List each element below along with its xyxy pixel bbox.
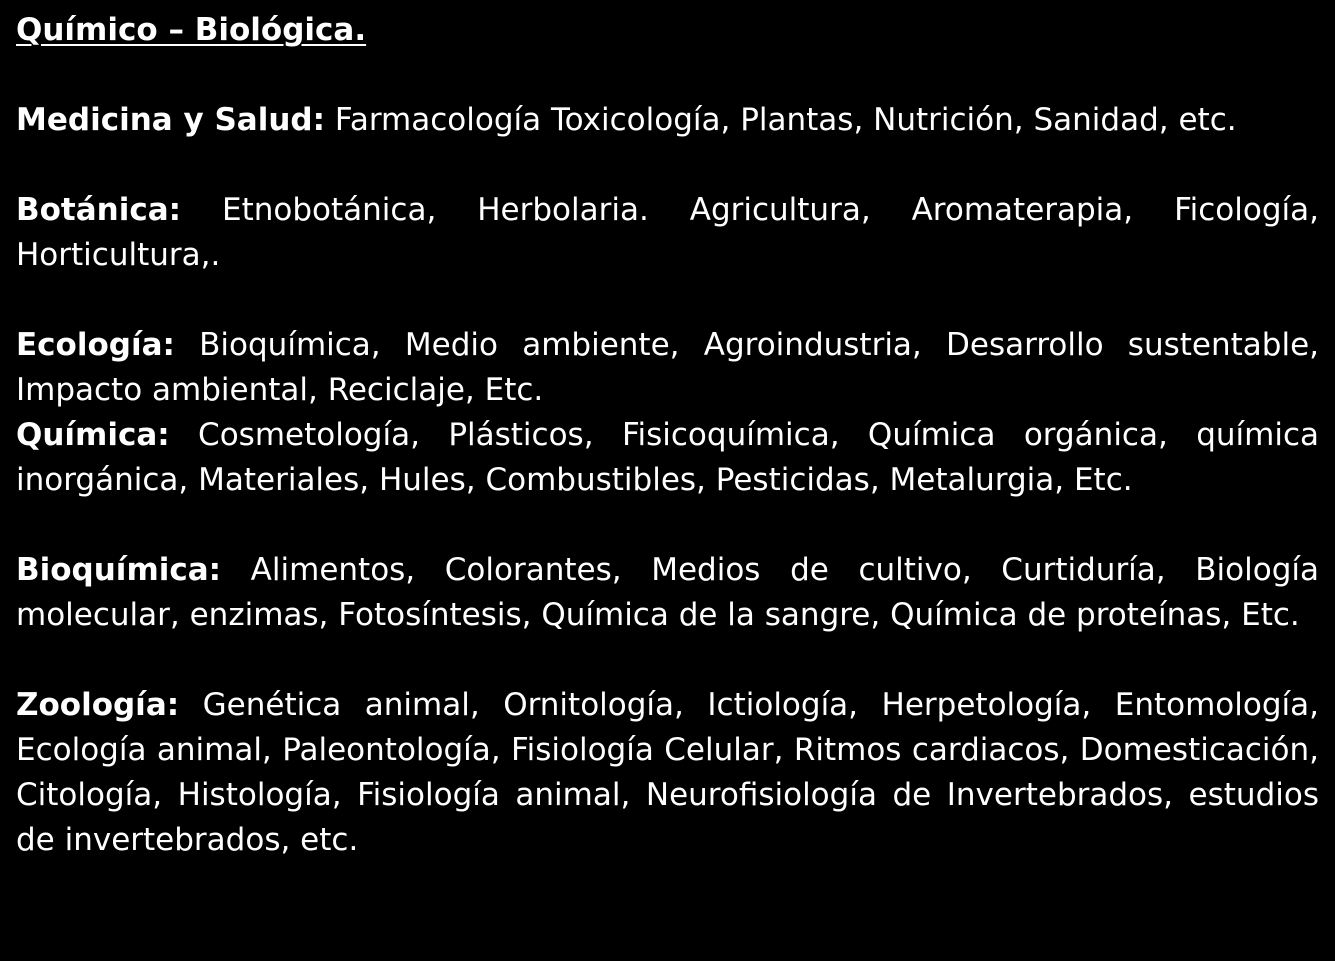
spacer	[16, 278, 1319, 323]
section-term: Medicina y Salud:	[16, 102, 326, 138]
section-text: Bioquímica, Medio ambiente, Agroindustria, Desarrollo sustentable, Impacto ambiental, Reciclaje, Etc.	[16, 327, 1319, 408]
section-term: Bioquímica:	[16, 552, 222, 588]
section-text: Etnobotánica, Herbolaria. Agricultura, Aromaterapia, Ficología, Horticultura,.	[16, 192, 1319, 273]
section-medicina-salud	[16, 98, 1319, 143]
spacer	[16, 143, 1319, 188]
section-quimica	[16, 413, 1319, 503]
section-botanica	[16, 188, 1319, 278]
section-term: Botánica:	[16, 192, 182, 228]
spacer	[16, 53, 1319, 98]
section-term: Zoología:	[16, 687, 180, 723]
section-bioquimica	[16, 548, 1319, 638]
section-text: Cosmetología, Plásticos, Fisicoquímica, Química orgánica, química inorgánica, Materiales, Hules, Combustibles, Pesticidas, Metalurgia, Etc.	[16, 417, 1319, 498]
section-ecologia	[16, 323, 1319, 413]
section-term: Química:	[16, 417, 170, 453]
spacer	[16, 638, 1319, 683]
spacer	[16, 503, 1319, 548]
section-text: Alimentos, Colorantes, Medios de cultivo, Curtiduría, Biología molecular, enzimas, Fotosíntesis, Química de la sangre, Química de proteínas, Etc.	[16, 552, 1319, 633]
page-title: Químico – Biológica.	[16, 12, 367, 48]
section-term: Ecología:	[16, 327, 175, 363]
section-text: Farmacología Toxicología, Plantas, Nutrición, Sanidad, etc.	[325, 102, 1237, 138]
section-zoologia	[16, 683, 1319, 863]
section-text: Genética animal, Ornitología, Ictiología, Herpetología, Entomología, Ecología animal, Paleontología, Fisiología Celular, Ritmos cardiacos, Domesticación, Citología, Histología, Fisiología animal, Neurofisiología de Invertebrados, estudios de invertebrados, etc.	[16, 687, 1319, 858]
